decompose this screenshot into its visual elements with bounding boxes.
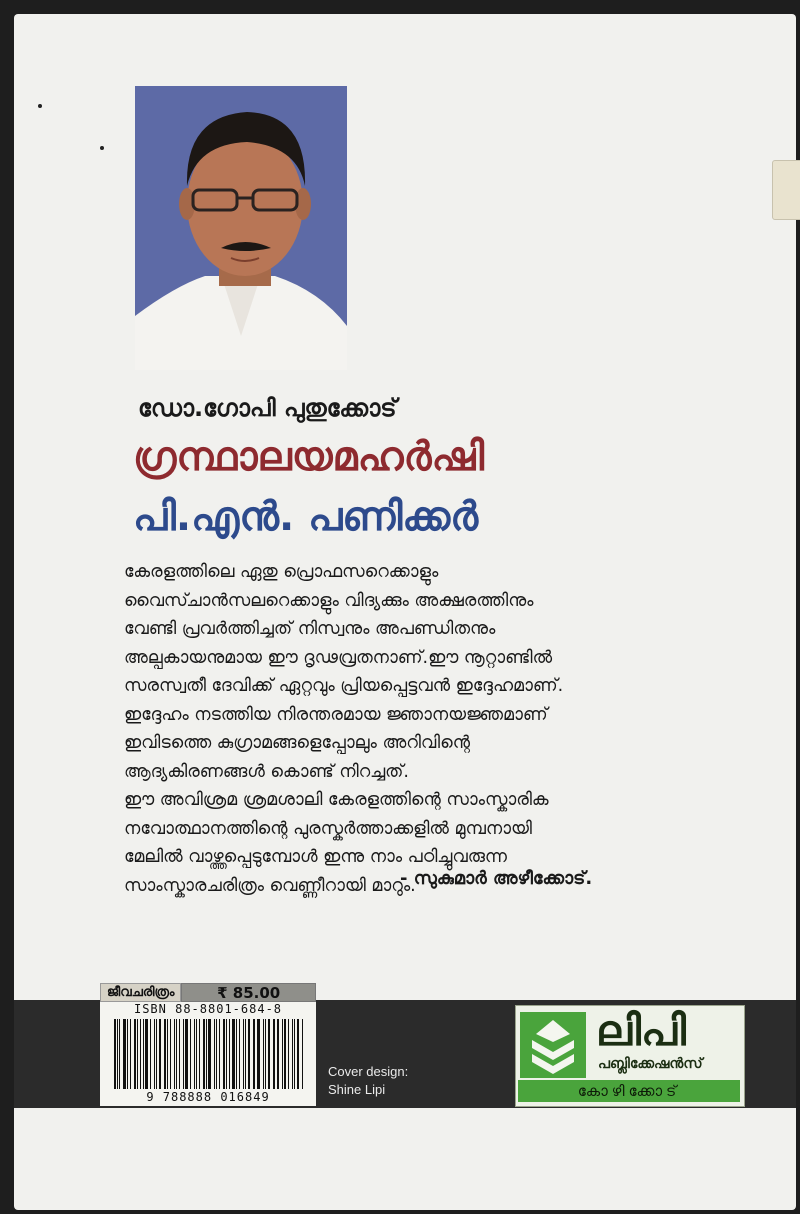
barcode-bar xyxy=(127,1019,128,1089)
barcode-bar xyxy=(265,1019,266,1089)
barcode-bar xyxy=(154,1019,155,1089)
blurb-line: ഈ അവിശ്രമ ശ്രമശാലി കേരളത്തിന്റെ സാംസ്കാരിക xyxy=(124,790,549,810)
barcode-bar xyxy=(145,1019,147,1089)
barcode-bar xyxy=(199,1019,200,1089)
publisher-name: ലിപി xyxy=(596,1006,687,1055)
barcode-bar xyxy=(130,1019,132,1089)
blurb-text xyxy=(124,558,764,900)
barcode-bar xyxy=(284,1019,286,1089)
barcode-bars xyxy=(114,1019,304,1089)
barcode-bar xyxy=(194,1019,196,1089)
blurb-line: ഇദ്ദേഹം നടത്തിയ നിരന്തരമായ ജ്ഞാനയജ്ഞമാണ് xyxy=(124,704,548,725)
barcode-bar xyxy=(179,1019,180,1089)
barcode-bar xyxy=(216,1019,217,1089)
barcode-bar xyxy=(159,1019,161,1089)
barcode-bar xyxy=(150,1019,152,1089)
barcode-bar xyxy=(268,1019,270,1089)
barcode-bar xyxy=(134,1019,136,1089)
barcode-bar xyxy=(274,1019,275,1089)
blurb-line: വേണ്ടി പ്രവർത്തിച്ചത് നിസ്വനും അപണ്ഡിതനും xyxy=(124,619,496,639)
barcode xyxy=(100,1002,316,1106)
barcode-bar xyxy=(164,1019,166,1089)
barcode-bar xyxy=(253,1019,254,1089)
price-label: ₹ 85.00 xyxy=(181,983,316,1002)
blurb-line: നവോത്ഥാനത്തിന്റെ പുരസ്കർത്താക്കളിൽ മുമ്പനായി xyxy=(124,818,532,839)
barcode-bar xyxy=(294,1019,296,1089)
barcode-bar xyxy=(273,1019,274,1089)
barcode-bar xyxy=(219,1019,221,1089)
barcode-bar xyxy=(196,1019,197,1089)
barcode-bar xyxy=(156,1019,157,1089)
barcode-bar xyxy=(214,1019,215,1089)
genre-label: ജീവചരിത്രം xyxy=(100,983,181,1002)
barcode-bar xyxy=(167,1019,168,1089)
barcode-bar xyxy=(206,1019,207,1089)
barcode-bar xyxy=(137,1019,138,1089)
book-title-line-1: ഗ്രന്ഥാലയമഹർഷി xyxy=(133,434,485,480)
barcode-bar xyxy=(239,1019,241,1089)
blurb-line: സാംസ്കാരചരിത്രം വെണ്ണീറായി മാറും. xyxy=(124,875,416,896)
barcode-bar xyxy=(243,1019,244,1089)
barcode-bar xyxy=(208,1019,210,1089)
barcode-bar xyxy=(123,1019,125,1089)
barcode-bar xyxy=(297,1019,299,1089)
publisher-subtitle: പബ്ലിക്കേഷൻസ് xyxy=(598,1056,703,1072)
blurb-line: സരസ്വതീ ദേവിക്ക് ഏറ്റവും പ്രിയപ്പെട്ടവൻ ഇദ്ദേഹമാണ്. xyxy=(124,676,564,696)
blurb-line: മേലിൽ വാഴ്ത്തപ്പെടുമ്പോൾ ഇന്നു നാം പഠിച്ചുവരുന്ന xyxy=(124,847,507,867)
barcode-bar xyxy=(140,1019,141,1089)
barcode-bar xyxy=(119,1019,120,1089)
barcode-bar xyxy=(254,1019,255,1089)
barcode-bar xyxy=(176,1019,177,1089)
barcode-bar xyxy=(232,1019,234,1089)
author-portrait-image xyxy=(135,86,347,370)
publisher-emblem-icon xyxy=(520,1012,586,1078)
barcode-bar xyxy=(245,1019,246,1089)
barcode-bar xyxy=(282,1019,283,1089)
blurb-line: ആദ്യകിരണങ്ങൾ കൊണ്ട് നിറച്ചത്. xyxy=(124,761,409,782)
barcode-bar xyxy=(277,1019,279,1089)
price-box xyxy=(100,983,316,1002)
book-title-line-2: പി.എൻ. പണിക്കർ xyxy=(133,494,479,540)
barcode-bar xyxy=(223,1019,225,1089)
barcode-bar xyxy=(248,1019,250,1089)
barcode-bar xyxy=(288,1019,289,1089)
barcode-bar xyxy=(302,1019,303,1089)
cover-designer-name: Shine Lipi xyxy=(328,1082,386,1097)
blurb-line: ഇവിടത്തെ കുഗ്രാമങ്ങളെപ്പോലും അറിവിന്റെ xyxy=(124,733,470,753)
barcode-bar xyxy=(185,1019,187,1089)
publisher-logo xyxy=(515,1005,745,1107)
publisher-city: കോഴിക്കോട് xyxy=(518,1080,740,1102)
author-name: ഡോ.ഗോപി പുതുക്കോട് xyxy=(138,394,397,422)
barcode-bar xyxy=(257,1019,259,1089)
quote-attribution: - സുകുമാർ അഴീക്കോട്. xyxy=(400,868,593,889)
barcode-bar xyxy=(183,1019,185,1089)
barcode-bar xyxy=(236,1019,237,1089)
author-photo xyxy=(135,86,347,370)
barcode-bar xyxy=(143,1019,144,1089)
barcode-bar xyxy=(170,1019,171,1089)
barcode-bar xyxy=(229,1019,230,1089)
speck xyxy=(38,104,42,108)
barcode-bar xyxy=(114,1019,116,1089)
barcode-bar xyxy=(203,1019,205,1089)
barcode-bar xyxy=(226,1019,227,1089)
blurb-line: വൈസ്ചാൻസലറെക്കാളും വിദ്യക്കും അക്ഷരത്തിനും xyxy=(124,590,534,611)
blurb-line: കേരളത്തിലെ ഏതു പ്രൊഫസറെക്കാളും xyxy=(124,562,439,582)
speck xyxy=(100,146,104,150)
ean-text: 9 788888 016849 xyxy=(146,1090,270,1104)
barcode-bar xyxy=(292,1019,293,1089)
isbn-text: ISBN 88-8801-684-8 xyxy=(133,1002,283,1016)
blurb-line: അല്പകായനുമായ ഈ ദൃഢവ്രതനാണ്.ഈ നൂറ്റാണ്ടിൽ xyxy=(124,647,553,668)
library-sticker xyxy=(772,160,800,220)
barcode-bar xyxy=(190,1019,191,1089)
cover-design-label: Cover design: xyxy=(328,1064,409,1079)
barcode-bar xyxy=(174,1019,176,1089)
barcode-bar xyxy=(263,1019,265,1089)
barcode-bar xyxy=(117,1019,118,1089)
